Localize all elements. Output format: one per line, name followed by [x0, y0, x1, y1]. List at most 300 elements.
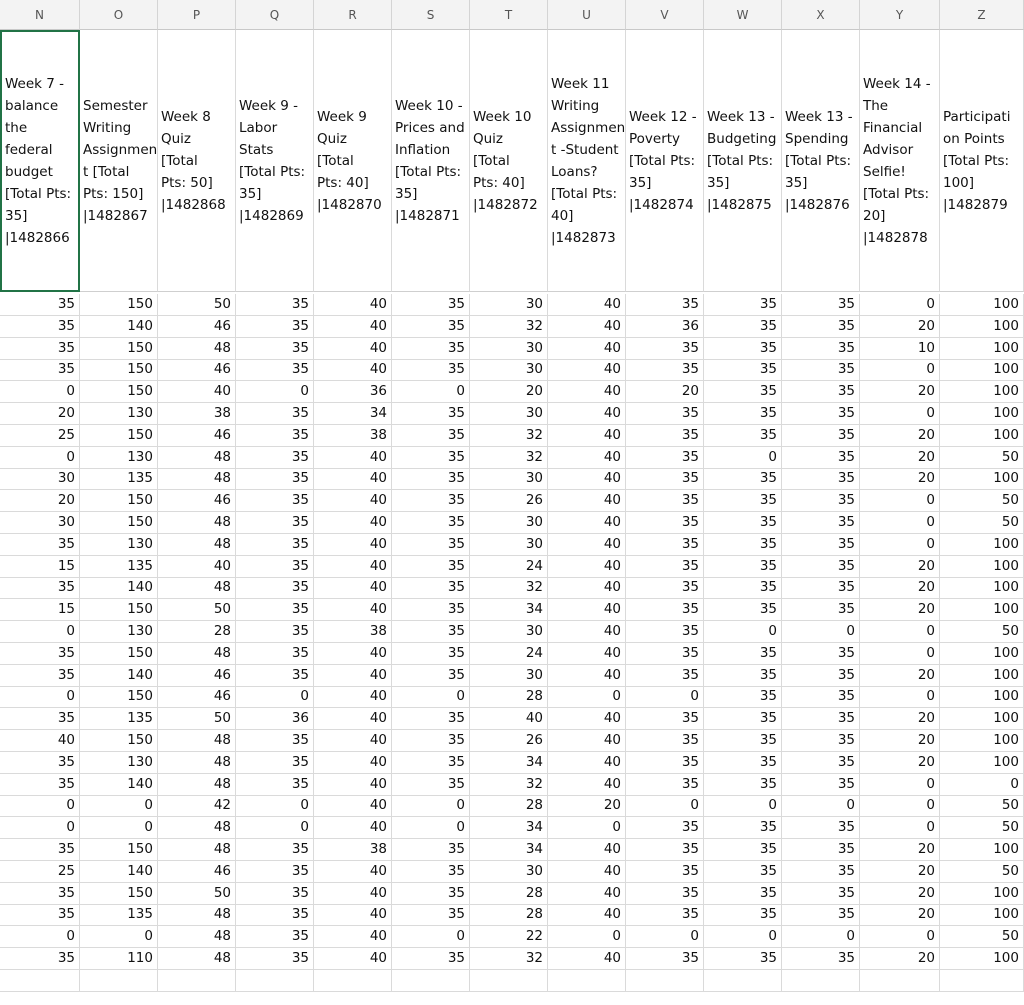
- table-cell[interactable]: 40: [158, 381, 236, 403]
- table-cell[interactable]: 0: [860, 294, 940, 316]
- table-cell[interactable]: 35: [704, 686, 782, 708]
- empty-cell[interactable]: [236, 970, 314, 992]
- table-cell[interactable]: 35: [704, 883, 782, 905]
- table-cell[interactable]: 48: [158, 774, 236, 796]
- table-cell[interactable]: 40: [548, 708, 626, 730]
- table-cell[interactable]: 150: [80, 294, 158, 316]
- table-cell[interactable]: 40: [548, 490, 626, 512]
- table-cell[interactable]: 40: [314, 643, 392, 665]
- table-cell[interactable]: 100: [940, 686, 1024, 708]
- table-cell[interactable]: 0: [860, 512, 940, 534]
- table-cell[interactable]: 35: [236, 861, 314, 883]
- table-cell[interactable]: 35: [782, 752, 860, 774]
- table-cell[interactable]: 100: [940, 708, 1024, 730]
- table-cell[interactable]: 35: [782, 839, 860, 861]
- table-cell[interactable]: 40: [314, 665, 392, 687]
- table-cell[interactable]: 46: [158, 490, 236, 512]
- table-cell[interactable]: 0: [0, 926, 80, 948]
- header-cell-n[interactable]: Week 7 - balance the federal budget [Total Pts: 35] |1482866: [0, 30, 80, 292]
- table-cell[interactable]: 30: [470, 468, 548, 490]
- table-cell[interactable]: 35: [392, 883, 470, 905]
- table-cell[interactable]: 35: [236, 621, 314, 643]
- table-cell[interactable]: 48: [158, 839, 236, 861]
- table-cell[interactable]: 15: [0, 556, 80, 578]
- table-cell[interactable]: 40: [314, 926, 392, 948]
- table-cell[interactable]: 0: [860, 926, 940, 948]
- table-cell[interactable]: 46: [158, 359, 236, 381]
- table-cell[interactable]: 35: [0, 534, 80, 556]
- table-cell[interactable]: 35: [626, 730, 704, 752]
- table-cell[interactable]: 32: [470, 425, 548, 447]
- table-cell[interactable]: 42: [158, 795, 236, 817]
- table-cell[interactable]: 35: [392, 643, 470, 665]
- table-cell[interactable]: 48: [158, 730, 236, 752]
- table-cell[interactable]: 35: [392, 338, 470, 360]
- table-cell[interactable]: 10: [860, 338, 940, 360]
- table-cell[interactable]: 35: [626, 774, 704, 796]
- table-cell[interactable]: 35: [782, 686, 860, 708]
- table-cell[interactable]: 35: [392, 904, 470, 926]
- table-cell[interactable]: 50: [940, 447, 1024, 469]
- table-cell[interactable]: 50: [158, 294, 236, 316]
- table-cell[interactable]: 35: [626, 599, 704, 621]
- table-cell[interactable]: 100: [940, 730, 1024, 752]
- table-cell[interactable]: 20: [860, 665, 940, 687]
- table-cell[interactable]: 48: [158, 926, 236, 948]
- header-cell-z[interactable]: Participati on Points [Total Pts: 100] |1482879: [940, 30, 1024, 292]
- table-cell[interactable]: 0: [860, 686, 940, 708]
- table-cell[interactable]: 0: [236, 381, 314, 403]
- table-cell[interactable]: 30: [470, 621, 548, 643]
- table-cell[interactable]: 40: [314, 948, 392, 970]
- table-cell[interactable]: 35: [236, 926, 314, 948]
- table-cell[interactable]: 35: [782, 359, 860, 381]
- table-cell[interactable]: 135: [80, 904, 158, 926]
- table-cell[interactable]: 35: [704, 316, 782, 338]
- table-cell[interactable]: 46: [158, 665, 236, 687]
- table-cell[interactable]: 20: [860, 425, 940, 447]
- table-cell[interactable]: 40: [548, 294, 626, 316]
- table-cell[interactable]: 0: [626, 686, 704, 708]
- table-cell[interactable]: 40: [314, 752, 392, 774]
- table-cell[interactable]: 35: [782, 730, 860, 752]
- table-cell[interactable]: 35: [0, 338, 80, 360]
- table-cell[interactable]: 40: [314, 774, 392, 796]
- table-cell[interactable]: 50: [158, 599, 236, 621]
- table-cell[interactable]: 35: [782, 556, 860, 578]
- table-cell[interactable]: 35: [392, 621, 470, 643]
- column-header-q[interactable]: Q: [236, 0, 314, 30]
- table-cell[interactable]: 50: [940, 621, 1024, 643]
- table-cell[interactable]: 150: [80, 883, 158, 905]
- table-cell[interactable]: 0: [236, 686, 314, 708]
- table-cell[interactable]: 35: [392, 839, 470, 861]
- column-header-t[interactable]: T: [470, 0, 548, 30]
- table-cell[interactable]: 35: [626, 904, 704, 926]
- table-cell[interactable]: 35: [626, 425, 704, 447]
- table-cell[interactable]: 34: [470, 599, 548, 621]
- table-cell[interactable]: 140: [80, 577, 158, 599]
- table-cell[interactable]: 40: [314, 512, 392, 534]
- table-cell[interactable]: 35: [392, 425, 470, 447]
- table-cell[interactable]: 35: [626, 490, 704, 512]
- table-cell[interactable]: 35: [0, 708, 80, 730]
- column-header-z[interactable]: Z: [940, 0, 1024, 30]
- table-cell[interactable]: 40: [548, 556, 626, 578]
- table-cell[interactable]: 35: [782, 665, 860, 687]
- table-cell[interactable]: 150: [80, 839, 158, 861]
- table-cell[interactable]: 0: [0, 795, 80, 817]
- table-cell[interactable]: 0: [0, 817, 80, 839]
- table-cell[interactable]: 35: [704, 468, 782, 490]
- table-cell[interactable]: 46: [158, 686, 236, 708]
- table-cell[interactable]: 26: [470, 730, 548, 752]
- table-cell[interactable]: 35: [704, 534, 782, 556]
- table-cell[interactable]: 48: [158, 643, 236, 665]
- table-cell[interactable]: 100: [940, 556, 1024, 578]
- table-cell[interactable]: 20: [860, 316, 940, 338]
- column-header-n[interactable]: N: [0, 0, 80, 30]
- table-cell[interactable]: 35: [782, 512, 860, 534]
- column-header-v[interactable]: V: [626, 0, 704, 30]
- table-cell[interactable]: 130: [80, 403, 158, 425]
- table-cell[interactable]: 40: [548, 468, 626, 490]
- table-cell[interactable]: 35: [782, 774, 860, 796]
- table-cell[interactable]: 40: [548, 338, 626, 360]
- table-cell[interactable]: 35: [392, 752, 470, 774]
- table-cell[interactable]: 35: [392, 774, 470, 796]
- table-cell[interactable]: 100: [940, 403, 1024, 425]
- table-cell[interactable]: 35: [782, 817, 860, 839]
- table-cell[interactable]: 35: [626, 403, 704, 425]
- table-cell[interactable]: 20: [548, 795, 626, 817]
- table-cell[interactable]: 35: [704, 294, 782, 316]
- table-cell[interactable]: 150: [80, 512, 158, 534]
- table-cell[interactable]: 20: [860, 839, 940, 861]
- table-cell[interactable]: 20: [860, 447, 940, 469]
- table-cell[interactable]: 20: [860, 556, 940, 578]
- empty-cell[interactable]: [860, 970, 940, 992]
- table-cell[interactable]: 35: [392, 577, 470, 599]
- table-cell[interactable]: 35: [392, 468, 470, 490]
- table-cell[interactable]: 35: [236, 839, 314, 861]
- table-cell[interactable]: 40: [314, 577, 392, 599]
- table-cell[interactable]: 100: [940, 599, 1024, 621]
- table-cell[interactable]: 40: [548, 883, 626, 905]
- table-cell[interactable]: 36: [626, 316, 704, 338]
- table-cell[interactable]: 35: [236, 599, 314, 621]
- table-cell[interactable]: 35: [0, 316, 80, 338]
- table-cell[interactable]: 100: [940, 468, 1024, 490]
- table-cell[interactable]: 35: [782, 468, 860, 490]
- table-cell[interactable]: 35: [704, 599, 782, 621]
- table-cell[interactable]: 35: [704, 643, 782, 665]
- table-cell[interactable]: 150: [80, 599, 158, 621]
- table-cell[interactable]: 34: [470, 839, 548, 861]
- table-cell[interactable]: 40: [548, 425, 626, 447]
- table-cell[interactable]: 35: [236, 730, 314, 752]
- table-cell[interactable]: 0: [860, 795, 940, 817]
- table-cell[interactable]: 32: [470, 774, 548, 796]
- table-cell[interactable]: 35: [626, 817, 704, 839]
- table-cell[interactable]: 0: [704, 447, 782, 469]
- table-cell[interactable]: 40: [548, 839, 626, 861]
- table-cell[interactable]: 40: [314, 316, 392, 338]
- table-cell[interactable]: 130: [80, 534, 158, 556]
- table-cell[interactable]: 35: [0, 643, 80, 665]
- table-cell[interactable]: 0: [860, 403, 940, 425]
- table-cell[interactable]: 20: [860, 577, 940, 599]
- table-cell[interactable]: 40: [548, 904, 626, 926]
- table-cell[interactable]: 35: [626, 556, 704, 578]
- table-cell[interactable]: 36: [314, 381, 392, 403]
- table-cell[interactable]: 35: [782, 534, 860, 556]
- table-cell[interactable]: 35: [392, 490, 470, 512]
- column-header-y[interactable]: Y: [860, 0, 940, 30]
- table-cell[interactable]: 35: [704, 708, 782, 730]
- table-cell[interactable]: 35: [236, 556, 314, 578]
- table-cell[interactable]: 40: [548, 316, 626, 338]
- table-cell[interactable]: 40: [314, 904, 392, 926]
- table-cell[interactable]: 140: [80, 774, 158, 796]
- table-cell[interactable]: 35: [782, 708, 860, 730]
- table-cell[interactable]: 35: [236, 447, 314, 469]
- table-cell[interactable]: 30: [0, 468, 80, 490]
- table-cell[interactable]: 35: [782, 338, 860, 360]
- table-cell[interactable]: 0: [0, 381, 80, 403]
- table-cell[interactable]: 35: [626, 883, 704, 905]
- table-cell[interactable]: 0: [0, 686, 80, 708]
- table-cell[interactable]: 150: [80, 490, 158, 512]
- table-cell[interactable]: 28: [158, 621, 236, 643]
- table-cell[interactable]: 35: [0, 752, 80, 774]
- table-cell[interactable]: 100: [940, 904, 1024, 926]
- table-cell[interactable]: 0: [80, 795, 158, 817]
- table-cell[interactable]: 35: [782, 599, 860, 621]
- table-cell[interactable]: 25: [0, 861, 80, 883]
- table-cell[interactable]: 40: [314, 599, 392, 621]
- table-cell[interactable]: 40: [548, 577, 626, 599]
- table-cell[interactable]: 40: [314, 556, 392, 578]
- table-cell[interactable]: 0: [860, 643, 940, 665]
- table-cell[interactable]: 20: [860, 708, 940, 730]
- table-cell[interactable]: 40: [314, 359, 392, 381]
- table-cell[interactable]: 0: [704, 926, 782, 948]
- table-cell[interactable]: 35: [236, 752, 314, 774]
- table-cell[interactable]: 35: [236, 534, 314, 556]
- table-cell[interactable]: 0: [548, 686, 626, 708]
- table-cell[interactable]: 35: [626, 621, 704, 643]
- empty-cell[interactable]: [782, 970, 860, 992]
- table-cell[interactable]: 35: [704, 730, 782, 752]
- table-cell[interactable]: 20: [860, 468, 940, 490]
- table-cell[interactable]: 32: [470, 577, 548, 599]
- table-cell[interactable]: 36: [236, 708, 314, 730]
- table-cell[interactable]: 32: [470, 316, 548, 338]
- table-cell[interactable]: 38: [314, 425, 392, 447]
- table-cell[interactable]: 40: [548, 774, 626, 796]
- table-cell[interactable]: 40: [548, 665, 626, 687]
- table-cell[interactable]: 38: [314, 621, 392, 643]
- table-cell[interactable]: 35: [626, 294, 704, 316]
- table-cell[interactable]: 130: [80, 447, 158, 469]
- table-cell[interactable]: 135: [80, 708, 158, 730]
- table-cell[interactable]: 35: [392, 948, 470, 970]
- header-cell-o[interactable]: Semester Writing Assignmen t [Total Pts: 150] |1482867: [80, 30, 158, 292]
- table-cell[interactable]: 30: [470, 338, 548, 360]
- table-cell[interactable]: 35: [626, 708, 704, 730]
- table-cell[interactable]: 100: [940, 883, 1024, 905]
- table-cell[interactable]: 48: [158, 447, 236, 469]
- table-cell[interactable]: 20: [860, 381, 940, 403]
- table-cell[interactable]: 35: [626, 512, 704, 534]
- table-cell[interactable]: 35: [392, 534, 470, 556]
- table-cell[interactable]: 35: [392, 447, 470, 469]
- header-cell-q[interactable]: Week 9 - Labor Stats [Total Pts: 35] |1482869: [236, 30, 314, 292]
- table-cell[interactable]: 35: [392, 359, 470, 381]
- table-cell[interactable]: 35: [236, 774, 314, 796]
- table-cell[interactable]: 35: [704, 577, 782, 599]
- table-cell[interactable]: 35: [704, 839, 782, 861]
- table-cell[interactable]: 35: [392, 403, 470, 425]
- table-cell[interactable]: 0: [860, 774, 940, 796]
- table-cell[interactable]: 150: [80, 425, 158, 447]
- table-cell[interactable]: 0: [236, 817, 314, 839]
- table-cell[interactable]: 35: [236, 948, 314, 970]
- table-cell[interactable]: 35: [782, 643, 860, 665]
- table-cell[interactable]: 20: [860, 730, 940, 752]
- table-cell[interactable]: 0: [860, 359, 940, 381]
- table-cell[interactable]: 0: [704, 795, 782, 817]
- table-cell[interactable]: 150: [80, 359, 158, 381]
- table-cell[interactable]: 0: [392, 686, 470, 708]
- table-cell[interactable]: 40: [548, 599, 626, 621]
- table-cell[interactable]: 35: [392, 861, 470, 883]
- table-cell[interactable]: 48: [158, 534, 236, 556]
- column-header-w[interactable]: W: [704, 0, 782, 30]
- table-cell[interactable]: 48: [158, 338, 236, 360]
- table-cell[interactable]: 40: [548, 534, 626, 556]
- table-cell[interactable]: 46: [158, 425, 236, 447]
- table-cell[interactable]: 35: [782, 447, 860, 469]
- table-cell[interactable]: 50: [940, 490, 1024, 512]
- table-cell[interactable]: 135: [80, 468, 158, 490]
- table-cell[interactable]: 20: [0, 490, 80, 512]
- table-cell[interactable]: 40: [314, 708, 392, 730]
- table-cell[interactable]: 100: [940, 359, 1024, 381]
- table-cell[interactable]: 34: [470, 817, 548, 839]
- table-cell[interactable]: 0: [626, 926, 704, 948]
- table-cell[interactable]: 22: [470, 926, 548, 948]
- table-cell[interactable]: 140: [80, 316, 158, 338]
- table-cell[interactable]: 40: [314, 338, 392, 360]
- table-cell[interactable]: 35: [704, 904, 782, 926]
- table-cell[interactable]: 35: [0, 577, 80, 599]
- table-cell[interactable]: 35: [626, 752, 704, 774]
- table-cell[interactable]: 30: [470, 359, 548, 381]
- table-cell[interactable]: 150: [80, 643, 158, 665]
- table-cell[interactable]: 40: [548, 861, 626, 883]
- table-cell[interactable]: 35: [782, 425, 860, 447]
- table-cell[interactable]: 35: [236, 643, 314, 665]
- table-cell[interactable]: 40: [314, 817, 392, 839]
- table-cell[interactable]: 35: [0, 904, 80, 926]
- empty-cell[interactable]: [314, 970, 392, 992]
- table-cell[interactable]: 35: [704, 665, 782, 687]
- empty-cell[interactable]: [158, 970, 236, 992]
- table-cell[interactable]: 40: [548, 730, 626, 752]
- table-cell[interactable]: 0: [236, 795, 314, 817]
- table-cell[interactable]: 35: [392, 708, 470, 730]
- table-cell[interactable]: 35: [626, 359, 704, 381]
- table-cell[interactable]: 100: [940, 948, 1024, 970]
- table-cell[interactable]: 35: [626, 338, 704, 360]
- table-cell[interactable]: 34: [314, 403, 392, 425]
- empty-cell[interactable]: [80, 970, 158, 992]
- table-cell[interactable]: 40: [314, 447, 392, 469]
- table-cell[interactable]: 35: [626, 577, 704, 599]
- table-cell[interactable]: 30: [470, 294, 548, 316]
- table-cell[interactable]: 20: [860, 883, 940, 905]
- table-cell[interactable]: 28: [470, 795, 548, 817]
- header-cell-r[interactable]: Week 9 Quiz [Total Pts: 40] |1482870: [314, 30, 392, 292]
- table-cell[interactable]: 150: [80, 686, 158, 708]
- empty-cell[interactable]: [470, 970, 548, 992]
- table-cell[interactable]: 35: [704, 861, 782, 883]
- table-cell[interactable]: 0: [782, 926, 860, 948]
- table-cell[interactable]: 40: [548, 643, 626, 665]
- table-cell[interactable]: 35: [236, 403, 314, 425]
- table-cell[interactable]: 28: [470, 686, 548, 708]
- header-cell-p[interactable]: Week 8 Quiz [Total Pts: 50] |1482868: [158, 30, 236, 292]
- table-cell[interactable]: 35: [0, 839, 80, 861]
- table-cell[interactable]: 20: [860, 904, 940, 926]
- table-cell[interactable]: 0: [392, 381, 470, 403]
- table-cell[interactable]: 150: [80, 381, 158, 403]
- table-cell[interactable]: 38: [314, 839, 392, 861]
- table-cell[interactable]: 35: [0, 774, 80, 796]
- table-cell[interactable]: 100: [940, 839, 1024, 861]
- table-cell[interactable]: 50: [940, 512, 1024, 534]
- column-header-o[interactable]: O: [80, 0, 158, 30]
- table-cell[interactable]: 20: [860, 752, 940, 774]
- empty-cell[interactable]: [392, 970, 470, 992]
- table-cell[interactable]: 100: [940, 294, 1024, 316]
- column-header-x[interactable]: X: [782, 0, 860, 30]
- table-cell[interactable]: 35: [782, 294, 860, 316]
- table-cell[interactable]: 140: [80, 665, 158, 687]
- table-cell[interactable]: 20: [470, 381, 548, 403]
- table-cell[interactable]: 0: [80, 817, 158, 839]
- table-cell[interactable]: 35: [782, 490, 860, 512]
- table-cell[interactable]: 35: [392, 316, 470, 338]
- table-cell[interactable]: 15: [0, 599, 80, 621]
- table-cell[interactable]: 100: [940, 381, 1024, 403]
- table-cell[interactable]: 35: [626, 861, 704, 883]
- table-cell[interactable]: 0: [392, 926, 470, 948]
- table-cell[interactable]: 40: [548, 948, 626, 970]
- table-cell[interactable]: 48: [158, 512, 236, 534]
- table-cell[interactable]: 0: [0, 447, 80, 469]
- table-cell[interactable]: 35: [704, 556, 782, 578]
- table-cell[interactable]: 30: [470, 403, 548, 425]
- table-cell[interactable]: 40: [470, 708, 548, 730]
- header-cell-u[interactable]: Week 11 Writing Assignmen t -Student Loans? [Total Pts: 40] |1482873: [548, 30, 626, 292]
- header-cell-s[interactable]: Week 10 - Prices and Inflation [Total Pts: 35] |1482871: [392, 30, 470, 292]
- table-cell[interactable]: 35: [782, 381, 860, 403]
- table-cell[interactable]: 35: [392, 665, 470, 687]
- table-cell[interactable]: 40: [548, 621, 626, 643]
